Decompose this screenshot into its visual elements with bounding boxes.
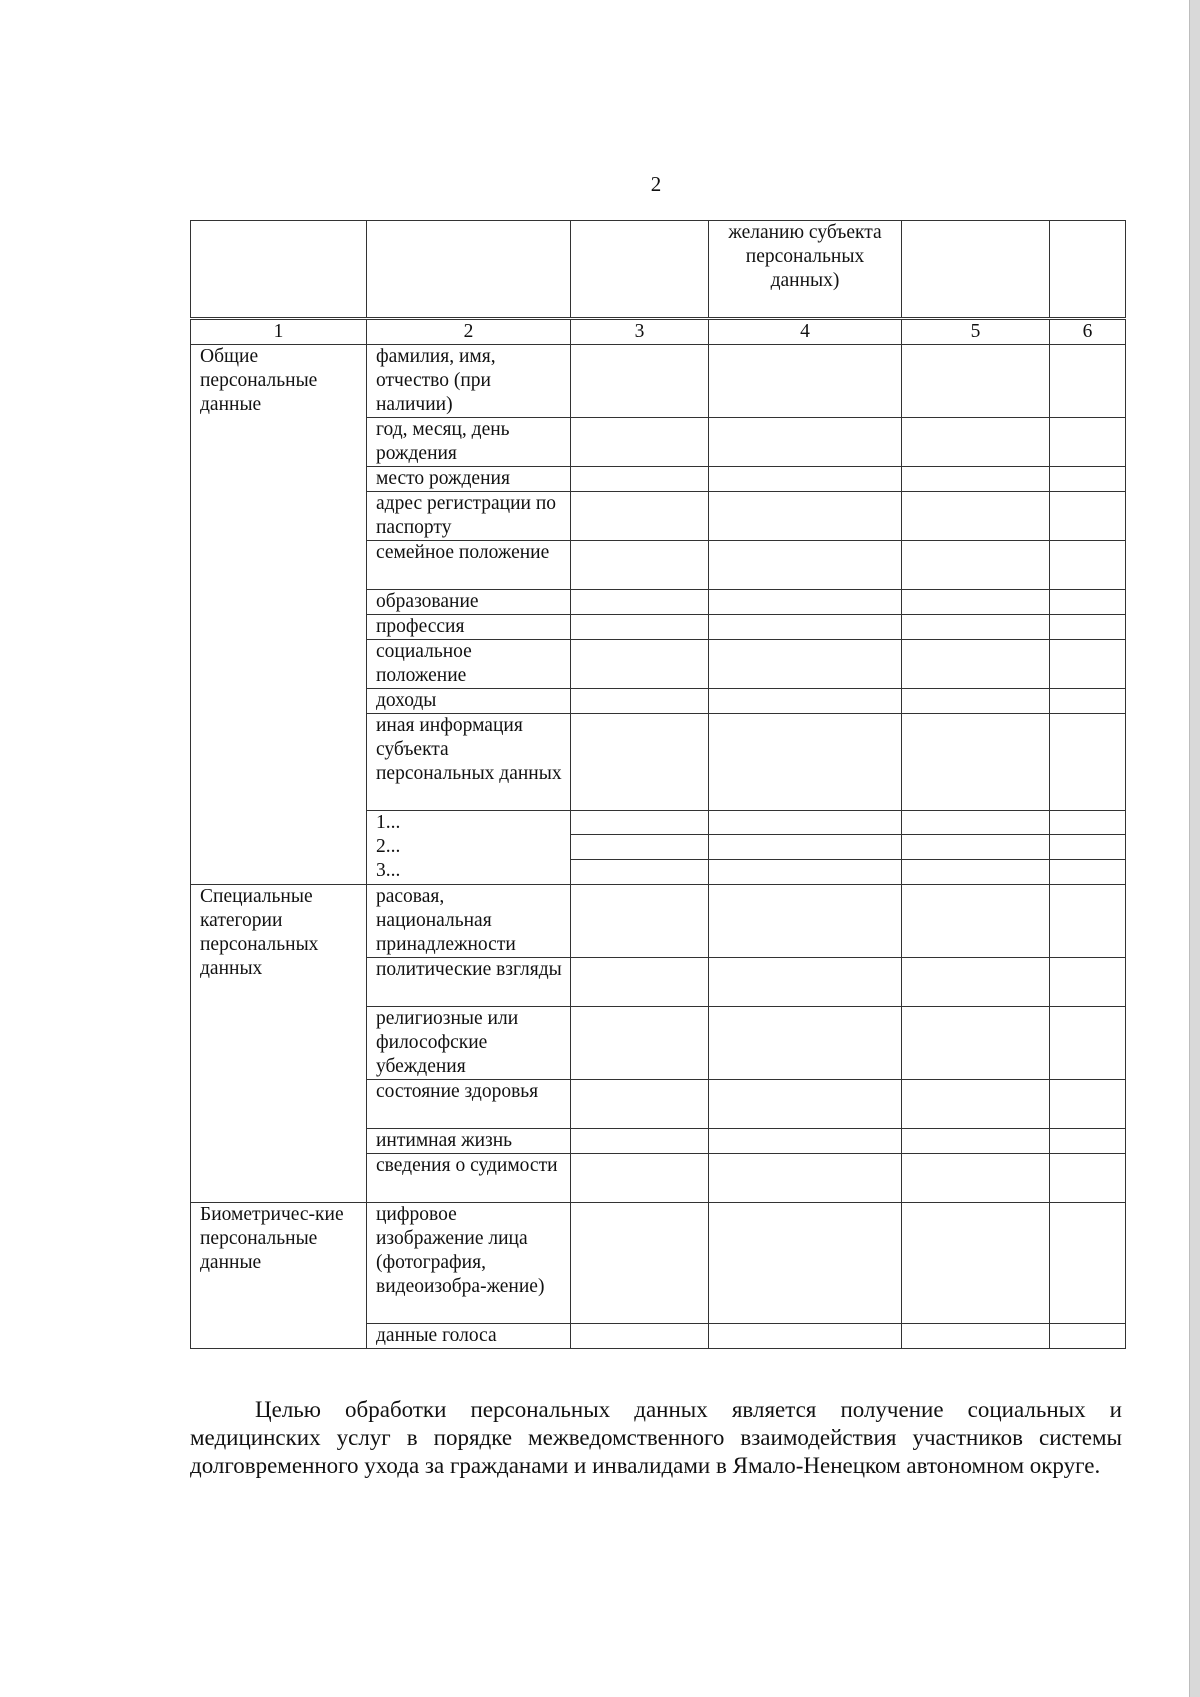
column-numbers-row — [191, 319, 1126, 345]
header-cell-6 — [1050, 221, 1126, 319]
data-item: образование — [367, 590, 571, 615]
data-item: место рождения — [367, 467, 571, 492]
data-item: адрес регистрации по паспорту — [367, 492, 571, 541]
table-row — [191, 885, 1126, 958]
column-number: 1 — [191, 319, 367, 345]
category-general: Общие персональные данные — [191, 345, 367, 885]
personal-data-table — [190, 220, 1126, 1349]
column-number: 3 — [571, 319, 709, 345]
data-item: социальное положение — [367, 640, 571, 689]
data-item: иная информация субъекта персональных данных — [367, 714, 571, 811]
data-item: состояние здоровья — [367, 1080, 571, 1129]
data-item: сведения о судимости — [367, 1154, 571, 1203]
header-cell-5 — [902, 221, 1050, 319]
data-item: год, месяц, день рождения — [367, 418, 571, 467]
column-number: 2 — [367, 319, 571, 345]
header-cell-2 — [367, 221, 571, 319]
header-continuation-row — [191, 221, 1126, 319]
data-item: фамилия, имя, отчество (при наличии) — [367, 345, 571, 418]
numbered-items-cell — [367, 811, 571, 885]
data-item: данные голоса — [367, 1324, 571, 1349]
data-item: семейное положение — [367, 541, 571, 590]
numbered-item: 3... — [376, 860, 401, 881]
header-cell-4: желанию субъекта персональных данных) — [709, 221, 902, 319]
column-number: 5 — [902, 319, 1050, 345]
purpose-paragraph: Целью обработки персональных данных является получение социальных и медицинских услуг в порядке межведомственного взаимодействия участников системы долговременного ухода за гражданами и инвалидами в Ямало-Ненецком автономном округе. — [190, 1397, 1122, 1478]
data-item: доходы — [367, 689, 571, 714]
table-row — [191, 345, 1126, 418]
category-special: Специальные категории персональных данных — [191, 885, 367, 1203]
data-item: интимная жизнь — [367, 1129, 571, 1154]
header-cell-3 — [571, 221, 709, 319]
header-cell-1 — [191, 221, 367, 319]
data-item: расовая, национальная принадлежности — [367, 885, 571, 958]
data-item: политические взгляды — [367, 958, 571, 1007]
numbered-item: 2... — [376, 836, 401, 857]
category-biometric: Биометричес-кие персональные данные — [191, 1203, 367, 1349]
table-row — [191, 1203, 1126, 1324]
data-item: профессия — [367, 615, 571, 640]
data-item: религиозные или философские убеждения — [367, 1007, 571, 1080]
page-number: 2 — [650, 172, 662, 196]
numbered-item: 1... — [376, 812, 401, 833]
column-number: 4 — [709, 319, 902, 345]
column-number: 6 — [1050, 319, 1126, 345]
data-item: цифровое изображение лица (фотография, видеоизобра-жение) — [367, 1203, 571, 1324]
